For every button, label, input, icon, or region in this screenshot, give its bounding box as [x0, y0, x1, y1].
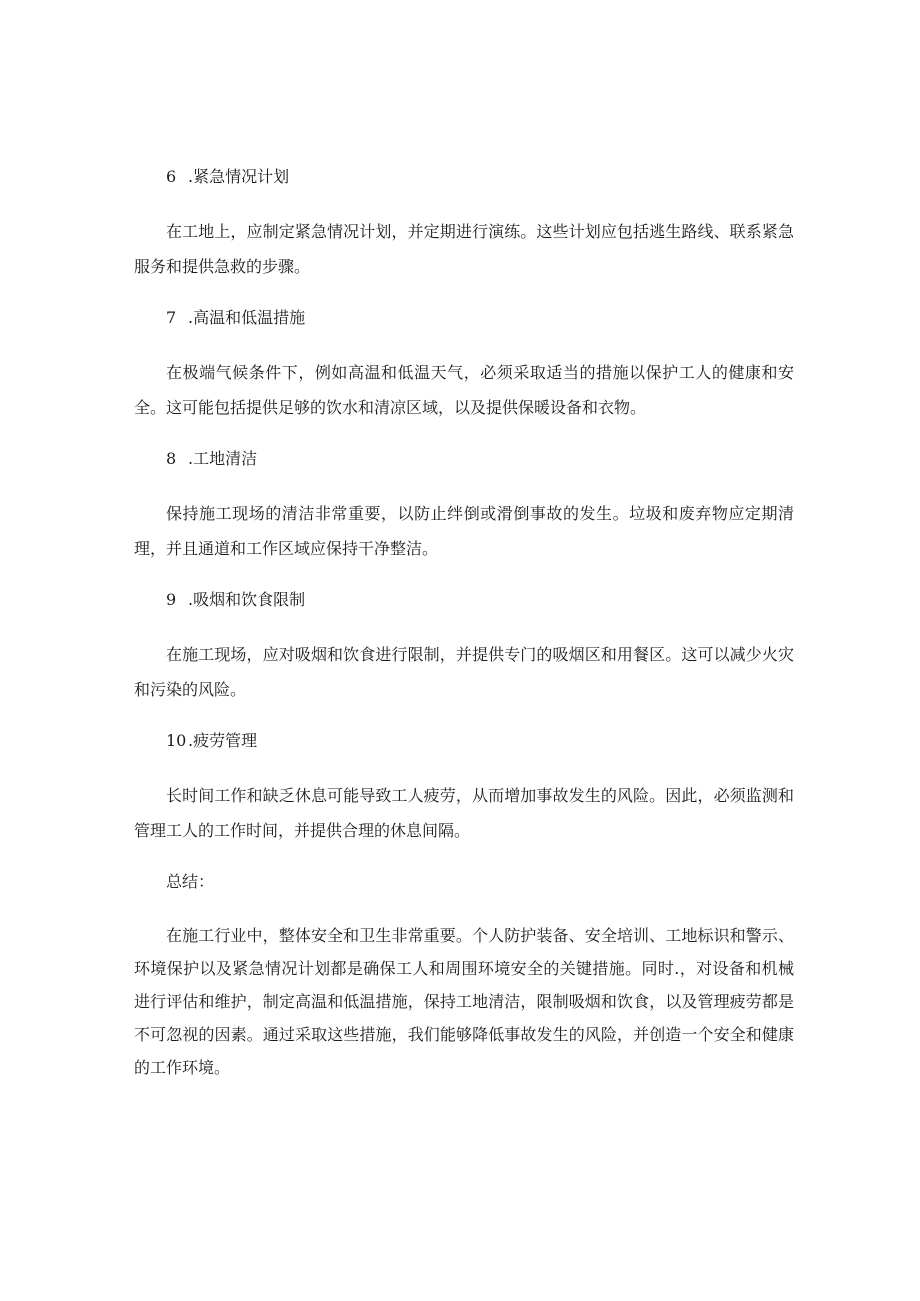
section-heading [134, 304, 794, 332]
summary-paragraph: 在施工行业中，整体安全和卫生非常重要。个人防护装备、安全培训、工地标识和警示、环境保护以及紧急情况计划都是确保工人和周围环境安全的关键措施。同时.，对设备和机械进行评估和维护，制定高温和低温措施，保持工地清洁，限制吸烟和饮食，以及管理疲劳都是不可忽视的因素。通过采取这些措施，我们能够降低事故发生的风险，并创造一个安全和健康的工作环境。 [134, 926, 794, 1077]
section-number: 6 [166, 167, 177, 186]
section-number: 8 [166, 449, 177, 468]
section-heading [134, 163, 794, 191]
section-title: .紧急情况计划 [188, 167, 290, 186]
section-paragraph: 在极端气候条件下，例如高温和低温天气，必须采取适当的措施以保护工人的健康和安全。这可能包括提供足够的饮水和清凉区域，以及提供保暖设备和衣物。 [134, 363, 794, 417]
section-number: 7 [166, 308, 177, 327]
section-heading [134, 445, 794, 473]
section-paragraph: 在施工现场，应对吸烟和饮食进行限制，并提供专门的吸烟区和用餐区。这可以减少火灾和污染的风险。 [134, 645, 794, 699]
section-number: 9 [166, 590, 177, 609]
section-heading [134, 586, 794, 614]
section-title: .吸烟和饮食限制 [188, 590, 306, 609]
section-title: .高温和低温措施 [188, 308, 306, 327]
section-paragraph: 在工地上，应制定紧急情况计划，并定期进行演练。这些计划应包括逃生路线、联系紧急服务和提供急救的步骤。 [134, 222, 794, 276]
section-heading [134, 727, 794, 755]
section-paragraph: 保持施工现场的清洁非常重要，以防止绊倒或滑倒事故的发生。垃圾和废弃物应定期清理，并且通道和工作区域应保持干净整洁。 [134, 504, 794, 558]
document-body [134, 163, 794, 1084]
summary-heading: 总结： [166, 872, 215, 891]
section-number: 10 [166, 731, 187, 750]
section-title: .工地清洁 [188, 449, 258, 468]
section-title: .疲劳管理 [188, 731, 258, 750]
section-paragraph: 长时间工作和缺乏休息可能导致工人疲劳，从而增加事故发生的风险。因此，必须监测和管理工人的工作时间，并提供合理的休息间隔。 [134, 786, 794, 840]
